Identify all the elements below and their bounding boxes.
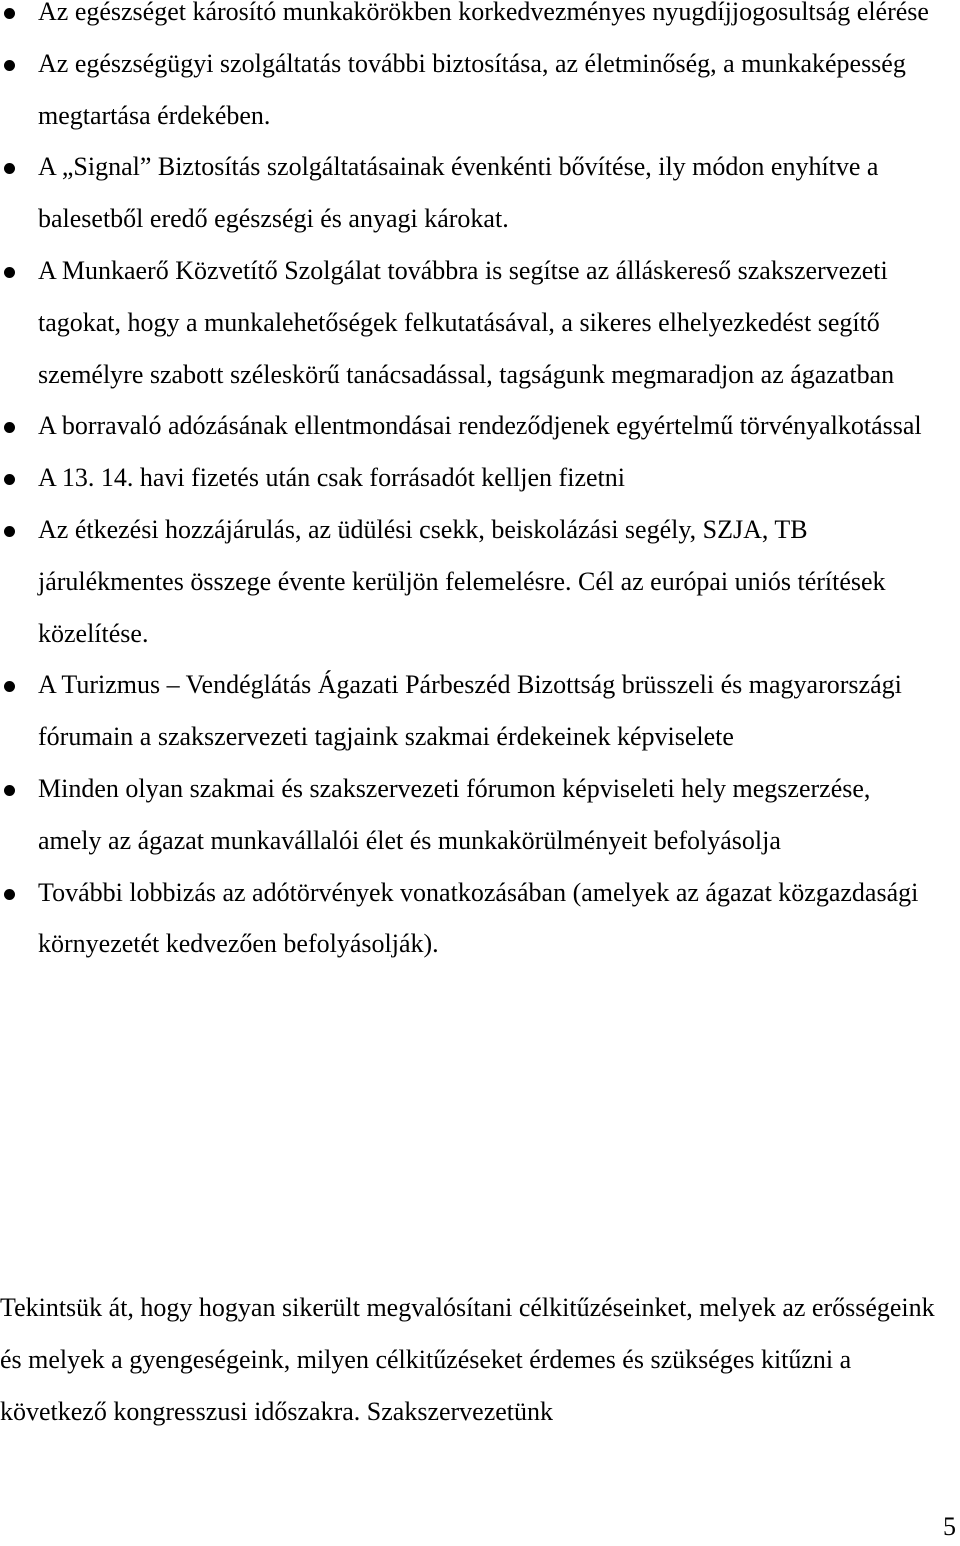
list-item-text: A 13. 14. havi fizetés után csak forrásadót kelljen fizetni <box>38 463 625 493</box>
bullet-point-icon <box>4 526 15 537</box>
list-item-text: A Munkaerő Közvetítő Szolgálat továbbra is segítse az álláskereső szakszervezeti tagokat, hogy a munkalehetőségek felkutatásával, a sikeres elhelyezkedést segítő személyre szabott széleskörű tanácsadással, tagságunk megmaradjon az ágazatban <box>38 255 895 389</box>
list-item <box>0 659 960 763</box>
list-item-text: A „Signal” Biztosítás szolgáltatásainak évenkénti bővítése, ily módon enyhítve a balesetből eredő egészségi és anyagi károkat. <box>38 152 879 234</box>
bullet-point-icon <box>4 889 15 900</box>
list-item <box>0 867 960 971</box>
list-item <box>0 0 960 38</box>
list-item-text: Az egészséget károsító munkakörökben korkedvezményes nyugdíjjogosultság elérése <box>38 0 929 26</box>
bullet-point-icon <box>4 422 15 433</box>
list-item <box>0 38 960 142</box>
list-item-text: A Turizmus – Vendéglátás Ágazati Párbeszéd Bizottság brüsszeli és magyarországi fórumain a szakszervezeti tagjaink szakmai érdekeinek képviselete <box>38 670 902 752</box>
list-item <box>0 452 960 504</box>
list-item <box>0 141 960 245</box>
bullet-point-icon <box>4 785 15 796</box>
bullet-point-icon <box>4 267 15 278</box>
bullet-point-icon <box>4 60 15 71</box>
list-item <box>0 504 960 659</box>
list-item <box>0 763 960 867</box>
list-item <box>0 400 960 452</box>
bullet-point-icon <box>4 8 15 19</box>
closing-paragraph: Tekintsük át, hogy hogyan sikerült megvalósítani célkitűzéseinket, melyek az erősségeink és melyek a gyengeségeink, milyen célkitűzéseket érdemes és szükséges kitűzni a következő kongresszusi időszakra. Szakszervezetünk <box>0 1293 935 1426</box>
list-item-text: További lobbizás az adótörvények vonatkozásában (amelyek az ágazat közgazdasági környezetét kedvezően befolyásolják). <box>38 877 919 959</box>
bullet-point-icon <box>4 474 15 485</box>
list-item-text: Az étkezési hozzájárulás, az üdülési csekk, beiskolázási segély, SZJA, TB járulékmentes összege évente kerüljön felemelésre. Cél az európai uniós térítések közelítése. <box>38 514 886 648</box>
list-item-text: Minden olyan szakmai és szakszervezeti fórumon képviseleti hely megszerzése, amely az ágazat munkavállalói élet és munkakörülményeit befolyásolja <box>38 773 871 855</box>
bullet-point-icon <box>4 163 15 174</box>
page-number: 5 <box>943 1512 956 1541</box>
list-item-text: A borravaló adózásának ellentmondásai rendeződjenek egyértelmű törvényalkotással <box>38 411 922 441</box>
list-item-text: Az egészségügyi szolgáltatás további biztosítása, az életminőség, a munkaképesség megtartása érdekében. <box>38 48 906 130</box>
bullet-point-icon <box>4 681 15 692</box>
list-item <box>0 245 960 400</box>
